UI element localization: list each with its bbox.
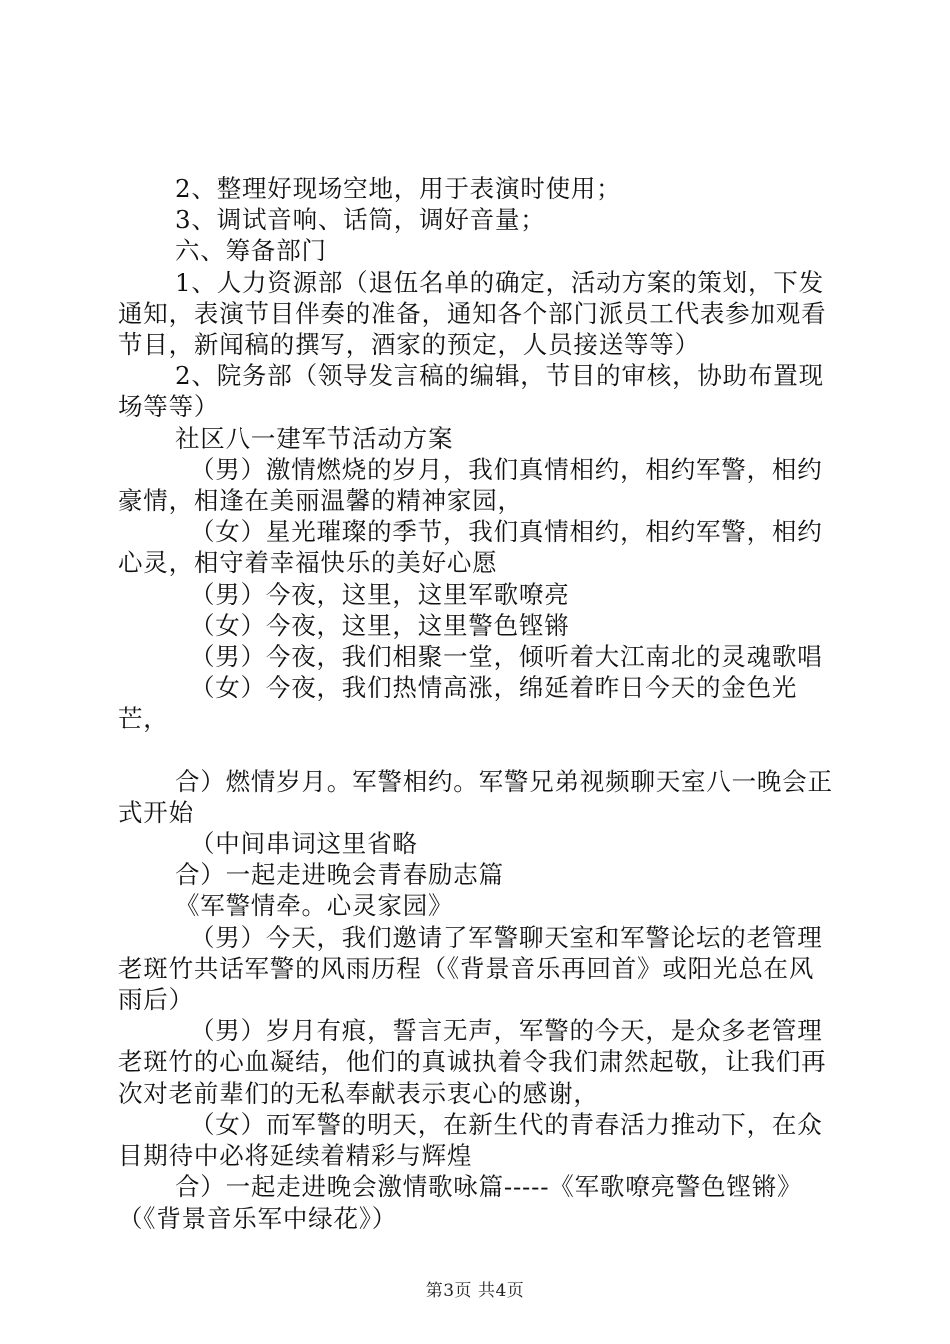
paragraph: 3、调试音响、话筒，调好音量； [175, 205, 546, 235]
script-line: （《背景音乐军中绿花》） [118, 1203, 398, 1233]
script-line: （男）今夜，我们相聚一堂，倾听着大江南北的灵魂歌唱 [190, 642, 823, 672]
section-heading: 六、筹备部门 [175, 236, 327, 266]
script-line: （女）今夜，我们热情高涨，绵延着昨日今天的金色光芒， [118, 673, 798, 734]
script-line: （男）今夜，这里，这里军歌嘹亮 [190, 579, 570, 609]
script-line: 合）燃情岁月。军警相约。军警兄弟视频聊天室八一晚会正式开始 [118, 766, 833, 827]
script-line: （男）激情燃烧的岁月，我们真情相约，相约军警，相约豪情，相逢在美丽温馨的精神家园， [118, 454, 823, 516]
paragraph: 2、院务部（领导发言稿的编辑，节目的审核，协助布置现场等等） [118, 361, 824, 422]
document-body [118, 173, 838, 1234]
blank-line [118, 735, 838, 766]
script-line: （男）岁月有痕，誓言无声，军警的今天，是众多老管理老斑竹的心血凝结，他们的真诚执着令我们肃然起敬，让我们再次对老前辈们的无私奉献表示衷心的感谢， [118, 1016, 827, 1108]
script-line: （女）星光璀璨的季节，我们真情相约，相约军警，相约心灵，相守着幸福快乐的美好心愿 [118, 517, 823, 578]
script-line: （中间串词这里省略 [190, 829, 418, 859]
script-line: （女）而军警的明天，在新生代的青春活力推动下，在众目期待中必将延续着精彩与辉煌 [118, 1109, 823, 1171]
script-line: 合）一起走进晚会激情歌咏篇-----《军歌嘹亮警色铿锵》 [175, 1172, 803, 1202]
document-subtitle: 社区八一建军节活动方案 [175, 423, 454, 453]
page-number-footer: 第3页 共4页 [425, 1281, 525, 1301]
script-line: （男）今天，我们邀请了军警聊天室和军警论坛的老管理老斑竹共话军警的风雨历程（《背景音乐再回首》或阳光总在风雨后） [118, 922, 823, 1015]
script-line: 合）一起走进晚会青春励志篇 [175, 860, 504, 890]
paragraph: 1、人力资源部（退伍名单的确定，活动方案的策划，下发通知，表演节目伴奏的准备，通知各个部门派员工代表参加观看节目，新闻稿的撰写，酒家的预定，人员接送等等） [118, 267, 827, 360]
script-line: 《军警情牵。心灵家园》 [175, 891, 454, 921]
paragraph: 2、整理好现场空地，用于表演时使用； [175, 174, 622, 203]
script-line: （女）今夜，这里，这里警色铿锵 [190, 610, 570, 640]
